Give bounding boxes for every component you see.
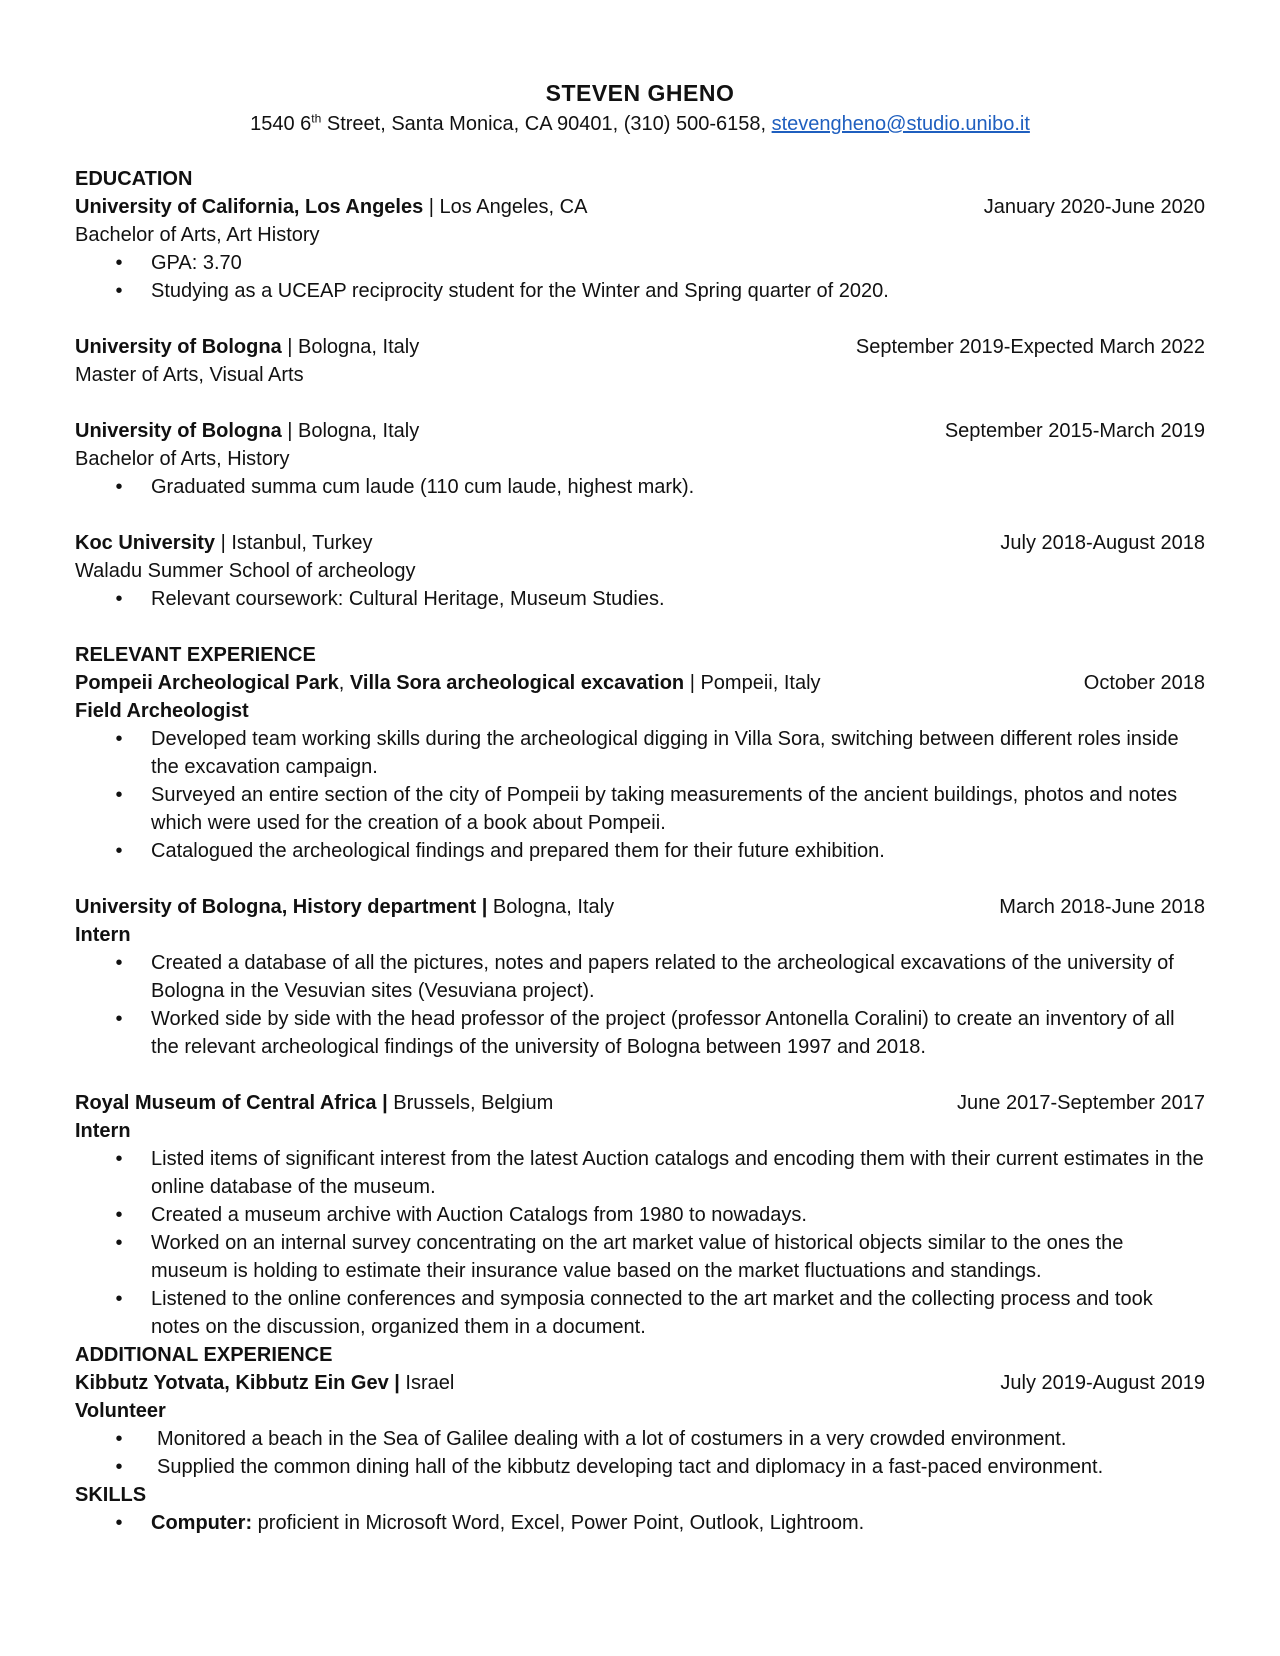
bullet-icon: •: [115, 1428, 123, 1450]
skill-text: proficient in Microsoft Word, Excel, Power Point, Outlook, Lightroom.: [252, 1512, 865, 1534]
list-item: [75, 1145, 1205, 1201]
experience-heading: RELEVANT EXPERIENCE: [75, 644, 316, 666]
separator: |: [684, 672, 701, 694]
additional-heading: ADDITIONAL EXPERIENCE: [75, 1344, 333, 1366]
bullet-icon: •: [115, 1512, 123, 1534]
entry-location: Bologna, Italy: [298, 336, 420, 358]
entry-location: Istanbul, Turkey: [231, 532, 373, 554]
list-item: [75, 473, 1205, 501]
education-entry-header: [75, 417, 1205, 445]
job-role: Volunteer: [75, 1400, 166, 1422]
separator: |: [281, 336, 299, 358]
bullet-text: Worked on an internal survey concentrating on the art market value of historical objects similar to the ones the museum is holding to estimate their insurance value based on the market fluctuations and standings.: [151, 1232, 1124, 1282]
bullet-icon: •: [115, 280, 123, 302]
separator: |: [423, 196, 440, 218]
list-item: [75, 725, 1205, 781]
bullet-icon: •: [115, 588, 123, 610]
entry-location: Brussels, Belgium: [387, 1092, 554, 1114]
job-role: Intern: [75, 1120, 131, 1142]
list-item: [75, 249, 1205, 277]
education-heading: EDUCATION: [75, 168, 193, 190]
entry-org: University of California, Los Angeles: [75, 196, 424, 218]
resume-body: [75, 165, 1205, 1537]
list-item: [75, 277, 1205, 305]
bullet-icon: •: [115, 476, 123, 498]
entry-org: University of Bologna: [75, 420, 282, 442]
bullet-list: [75, 1509, 1205, 1537]
bullet-text: Catalogued the archeological findings and prepared them for their future exhibition.: [151, 840, 885, 862]
bullet-text: Listened to the online conferences and symposia connected to the art market and the collecting process and took notes on the discussion, organized them in a document.: [151, 1288, 1153, 1338]
skills-heading: SKILLS: [75, 1484, 147, 1506]
bullet-text: Surveyed an entire section of the city of Pompeii by taking measurements of the ancient buildings, photos and notes which were used for the creation of a book about Pompeii.: [151, 784, 1178, 834]
bullet-text: Studying as a UCEAP reciprocity student for the Winter and Spring quarter of 2020.: [151, 280, 889, 302]
list-item: [75, 1425, 1205, 1453]
job-role: Field Archeologist: [75, 700, 249, 722]
list-item: [75, 781, 1205, 837]
entry-org: Pompeii Archeological Park: [75, 672, 339, 694]
list-item: [75, 837, 1205, 865]
entry-org: University of Bologna, History department |: [75, 896, 488, 918]
entry-location: Los Angeles, CA: [439, 196, 588, 218]
address-sup: th: [311, 111, 322, 126]
separator: |: [215, 532, 232, 554]
bullet-icon: •: [115, 840, 123, 862]
address-pre: 1540 6: [250, 113, 312, 135]
bullet-icon: •: [115, 1204, 123, 1226]
additional-entry-header: [75, 1369, 1205, 1397]
contact-line: [0, 110, 1280, 138]
bullet-icon: •: [115, 1148, 123, 1170]
resume-header: [0, 76, 1280, 138]
bullet-text: Supplied the common dining hall of the kibbutz developing tact and diplomacy in a fast-paced environment.: [157, 1456, 1104, 1478]
separator: |: [281, 420, 299, 442]
bullet-list: [75, 473, 1205, 501]
entry-org: University of Bologna: [75, 336, 282, 358]
entry-location: Bologna, Italy: [298, 420, 420, 442]
entry-dates: September 2019-Expected March 2022: [855, 336, 1205, 358]
bullet-list: [75, 249, 1205, 305]
entry-org: Koc University: [75, 532, 216, 554]
bullet-list: [75, 585, 1205, 613]
bullet-text: Graduated summa cum laude (110 cum laude, highest mark).: [151, 476, 695, 498]
list-item: [75, 1005, 1205, 1061]
bullet-icon: •: [115, 1008, 123, 1030]
entry-location: Pompeii, Italy: [700, 672, 821, 694]
bullet-icon: •: [115, 252, 123, 274]
bullet-list: [75, 725, 1205, 865]
bullet-text: GPA: 3.70: [151, 252, 242, 274]
entry-dates: September 2015-March 2019: [944, 420, 1205, 442]
bullet-text: Monitored a beach in the Sea of Galilee dealing with a lot of costumers in a very crowded environment.: [157, 1428, 1067, 1450]
entry-location: Israel: [399, 1372, 455, 1394]
bullet-icon: •: [115, 728, 123, 750]
education-entry-header: [75, 333, 1205, 361]
bullet-icon: •: [115, 1288, 123, 1310]
bullet-icon: •: [115, 1456, 123, 1478]
entry-org: Kibbutz Yotvata, Kibbutz Ein Gev |: [75, 1372, 400, 1394]
list-item: [75, 1509, 1205, 1537]
degree: Bachelor of Arts, Art History: [75, 224, 320, 246]
entry-dates: March 2018-June 2018: [999, 896, 1205, 918]
separator: ,: [338, 672, 350, 694]
bullet-text: Relevant coursework: Cultural Heritage, Museum Studies.: [151, 588, 665, 610]
bullet-text: Created a museum archive with Auction Catalogs from 1980 to nowadays.: [151, 1204, 807, 1226]
email-link[interactable]: stevengheno@studio.unibo.it: [771, 113, 1030, 135]
entry-dates: June 2017-September 2017: [957, 1092, 1205, 1114]
experience-entry-header: [75, 669, 1205, 697]
entry-dates: October 2018: [1083, 672, 1205, 694]
degree: Master of Arts, Visual Arts: [75, 364, 304, 386]
education-entry-header: [75, 529, 1205, 557]
list-item: [75, 1285, 1205, 1341]
entry-org: Royal Museum of Central Africa |: [75, 1092, 388, 1114]
education-entry-header: [75, 193, 1205, 221]
bullet-text: Created a database of all the pictures, notes and papers related to the archeological excavations of the university of Bologna in the Vesuvian sites (Vesuviana project).: [151, 952, 1174, 1002]
list-item: [75, 1453, 1205, 1481]
bullet-list: [75, 949, 1205, 1061]
list-item: [75, 585, 1205, 613]
bullet-text: Listed items of significant interest from the latest Auction catalogs and encoding them with their current estimates in the online database of the museum.: [151, 1148, 1204, 1198]
entry-location: Bologna, Italy: [487, 896, 615, 918]
bullet-icon: •: [115, 1232, 123, 1254]
experience-entry-header: [75, 1089, 1205, 1117]
skill-label: Computer:: [151, 1512, 253, 1534]
experience-entry-header: [75, 893, 1205, 921]
bullet-list: [75, 1145, 1205, 1341]
bullet-list: [75, 1425, 1205, 1481]
bullet-icon: •: [115, 784, 123, 806]
degree: Bachelor of Arts, History: [75, 448, 290, 470]
bullet-text: Developed team working skills during the archeological digging in Villa Sora, switching between different roles inside the excavation campaign.: [151, 728, 1179, 778]
list-item: [75, 949, 1205, 1005]
list-item: [75, 1229, 1205, 1285]
entry-dates: July 2019-August 2019: [1000, 1372, 1205, 1394]
list-item: [75, 1201, 1205, 1229]
bullet-icon: •: [115, 952, 123, 974]
job-role: Intern: [75, 924, 131, 946]
entry-org-secondary: Villa Sora archeological excavation: [349, 672, 685, 694]
entry-dates: January 2020-June 2020: [983, 196, 1205, 218]
entry-dates: July 2018-August 2018: [1000, 532, 1205, 554]
program: Waladu Summer School of archeology: [75, 560, 416, 582]
address-post: Street, Santa Monica, CA 90401, (310) 500-6158,: [321, 113, 772, 135]
bullet-text: Worked side by side with the head professor of the project (professor Antonella Coralini) to create an inventory of all the relevant archeological findings of the university of Bologna between 1997 and 2018.: [151, 1008, 1175, 1058]
candidate-name: STEVEN GHENO: [545, 80, 735, 106]
